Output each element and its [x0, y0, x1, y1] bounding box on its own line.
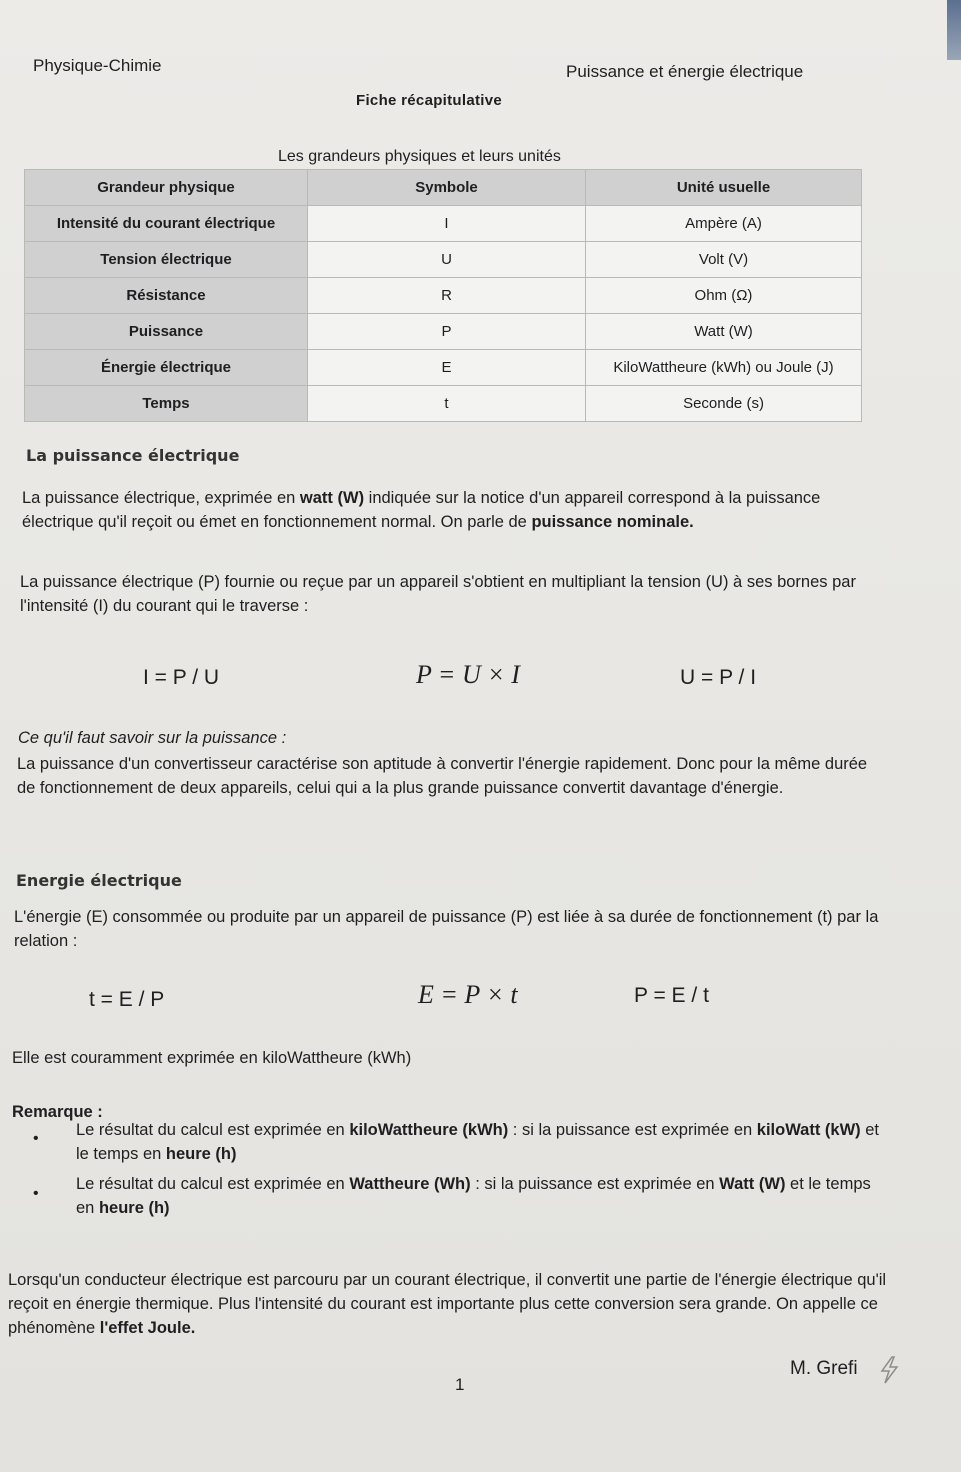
text-fragment: Lorsqu'un conducteur électrique est parcouru par un courant électrique, il convertit une partie de l'énergie électrique qu'il reçoit en énergie thermique. Plus l'intensité du courant est importante plus cette conversion sera grande. On appelle ce phénomène: [8, 1271, 887, 1337]
formula-voltage: U = P / I: [680, 666, 757, 689]
column-header-quantity: Grandeur physique: [25, 170, 308, 206]
text-fragment: Le résultat du calcul est exprimée en: [76, 1175, 350, 1193]
bold-fragment: Wattheure (Wh): [349, 1175, 471, 1193]
symbol-cell: U: [308, 242, 586, 278]
unit-cell: Seconde (s): [586, 386, 862, 422]
symbol-cell: P: [308, 314, 586, 350]
unit-cell: Volt (V): [586, 242, 862, 278]
table-row: [25, 242, 862, 278]
author-name: M. Grefi: [790, 1358, 858, 1379]
column-header-symbol: Symbole: [308, 170, 586, 206]
energy-unit-text: Elle est couramment exprimée en kiloWattheure (kWh): [12, 1049, 412, 1067]
text-fragment: La puissance électrique, exprimée en: [22, 489, 300, 507]
energy-relation-paragraph: L'énergie (E) consommée ou produite par un appareil de puissance (P) est liée à sa durée de fonctionnement (t) par la relation :: [14, 908, 879, 950]
unit-cell: Ohm (Ω): [586, 278, 862, 314]
remark-bullet-wh: [76, 1172, 876, 1220]
lightning-icon: [878, 1356, 900, 1389]
table-row: [25, 314, 862, 350]
quantity-cell: Résistance: [25, 278, 308, 314]
formula-power-from-energy: P = E / t: [634, 984, 709, 1007]
bold-fragment: heure (h): [165, 1145, 237, 1163]
bullet-marker: •: [33, 1185, 39, 1202]
joule-effect-paragraph: [8, 1268, 893, 1340]
remark-title: Remarque :: [12, 1103, 103, 1121]
power-definition-paragraph: [22, 486, 862, 534]
text-fragment: indiquée sur la notice d'un appareil correspond à la puissance électrique qu'il reçoit ou émet en fonctionnement normal. On parle de: [22, 489, 821, 531]
text-fragment: Le résultat du calcul est exprimée en: [76, 1121, 350, 1139]
table-caption: Les grandeurs physiques et leurs unités: [278, 148, 561, 165]
remark-bullet-kwh: [76, 1118, 886, 1166]
quantity-cell: Temps: [25, 386, 308, 422]
power-heading: La puissance électrique: [26, 446, 240, 465]
bold-fragment: kiloWattheure (kWh): [349, 1121, 509, 1139]
bold-fragment: l'effet Joule.: [99, 1319, 196, 1337]
table-row: [25, 350, 862, 386]
symbol-cell: I: [308, 206, 586, 242]
column-header-unit: Unité usuelle: [586, 170, 862, 206]
formula-energy: E = P × t: [418, 980, 518, 1009]
table-row: [25, 206, 862, 242]
page-number: 1: [455, 1375, 465, 1394]
page-title: Fiche récapitulative: [356, 92, 503, 109]
bold-fragment: kiloWatt (kW): [756, 1121, 861, 1139]
text-fragment: : si la puissance est exprimée en: [508, 1121, 757, 1139]
quantity-cell: Énergie électrique: [25, 350, 308, 386]
power-formula-paragraph: La puissance électrique (P) fournie ou reçue par un appareil s'obtient en multipliant la tension (U) à ses bornes par l'intensité (I) du courant qui le traverse :: [20, 573, 856, 615]
bold-fragment: watt (W): [299, 489, 365, 507]
page-edge-background: [947, 0, 961, 60]
know-title: Ce qu'il faut savoir sur la puissance :: [18, 729, 287, 747]
formula-time: t = E / P: [89, 988, 165, 1011]
bullet-marker: •: [33, 1130, 39, 1147]
know-paragraph: La puissance d'un convertisseur caractérise son aptitude à convertir l'énergie rapidement. Donc pour la même durée de fonctionnement de deux appareils, celui qui a la plus grande puissance convertit davantage d'énergie.: [17, 755, 868, 797]
text-fragment: et le temps en: [76, 1121, 879, 1163]
bold-fragment: heure (h): [98, 1199, 170, 1217]
text-fragment: et le temps en: [76, 1175, 871, 1217]
units-table: [24, 169, 862, 422]
table-row: [25, 386, 862, 422]
symbol-cell: E: [308, 350, 586, 386]
quantity-cell: Tension électrique: [25, 242, 308, 278]
bold-fragment: Watt (W): [719, 1175, 786, 1193]
table-row: [25, 278, 862, 314]
subject-label: Physique-Chimie: [33, 56, 162, 75]
unit-cell: KiloWattheure (kWh) ou Joule (J): [586, 350, 862, 386]
unit-cell: Watt (W): [586, 314, 862, 350]
quantity-cell: Intensité du courant électrique: [25, 206, 308, 242]
formula-intensity: I = P / U: [143, 666, 220, 689]
quantity-cell: Puissance: [25, 314, 308, 350]
text-fragment: : si la puissance est exprimée en: [470, 1175, 720, 1193]
bold-fragment: puissance nominale.: [531, 513, 694, 531]
chapter-label: Puissance et énergie électrique: [566, 62, 804, 81]
symbol-cell: t: [308, 386, 586, 422]
energy-heading: Energie électrique: [16, 871, 182, 890]
formula-power: P = U × I: [416, 660, 520, 689]
symbol-cell: R: [308, 278, 586, 314]
unit-cell: Ampère (A): [586, 206, 862, 242]
table-header-row: [25, 170, 862, 206]
